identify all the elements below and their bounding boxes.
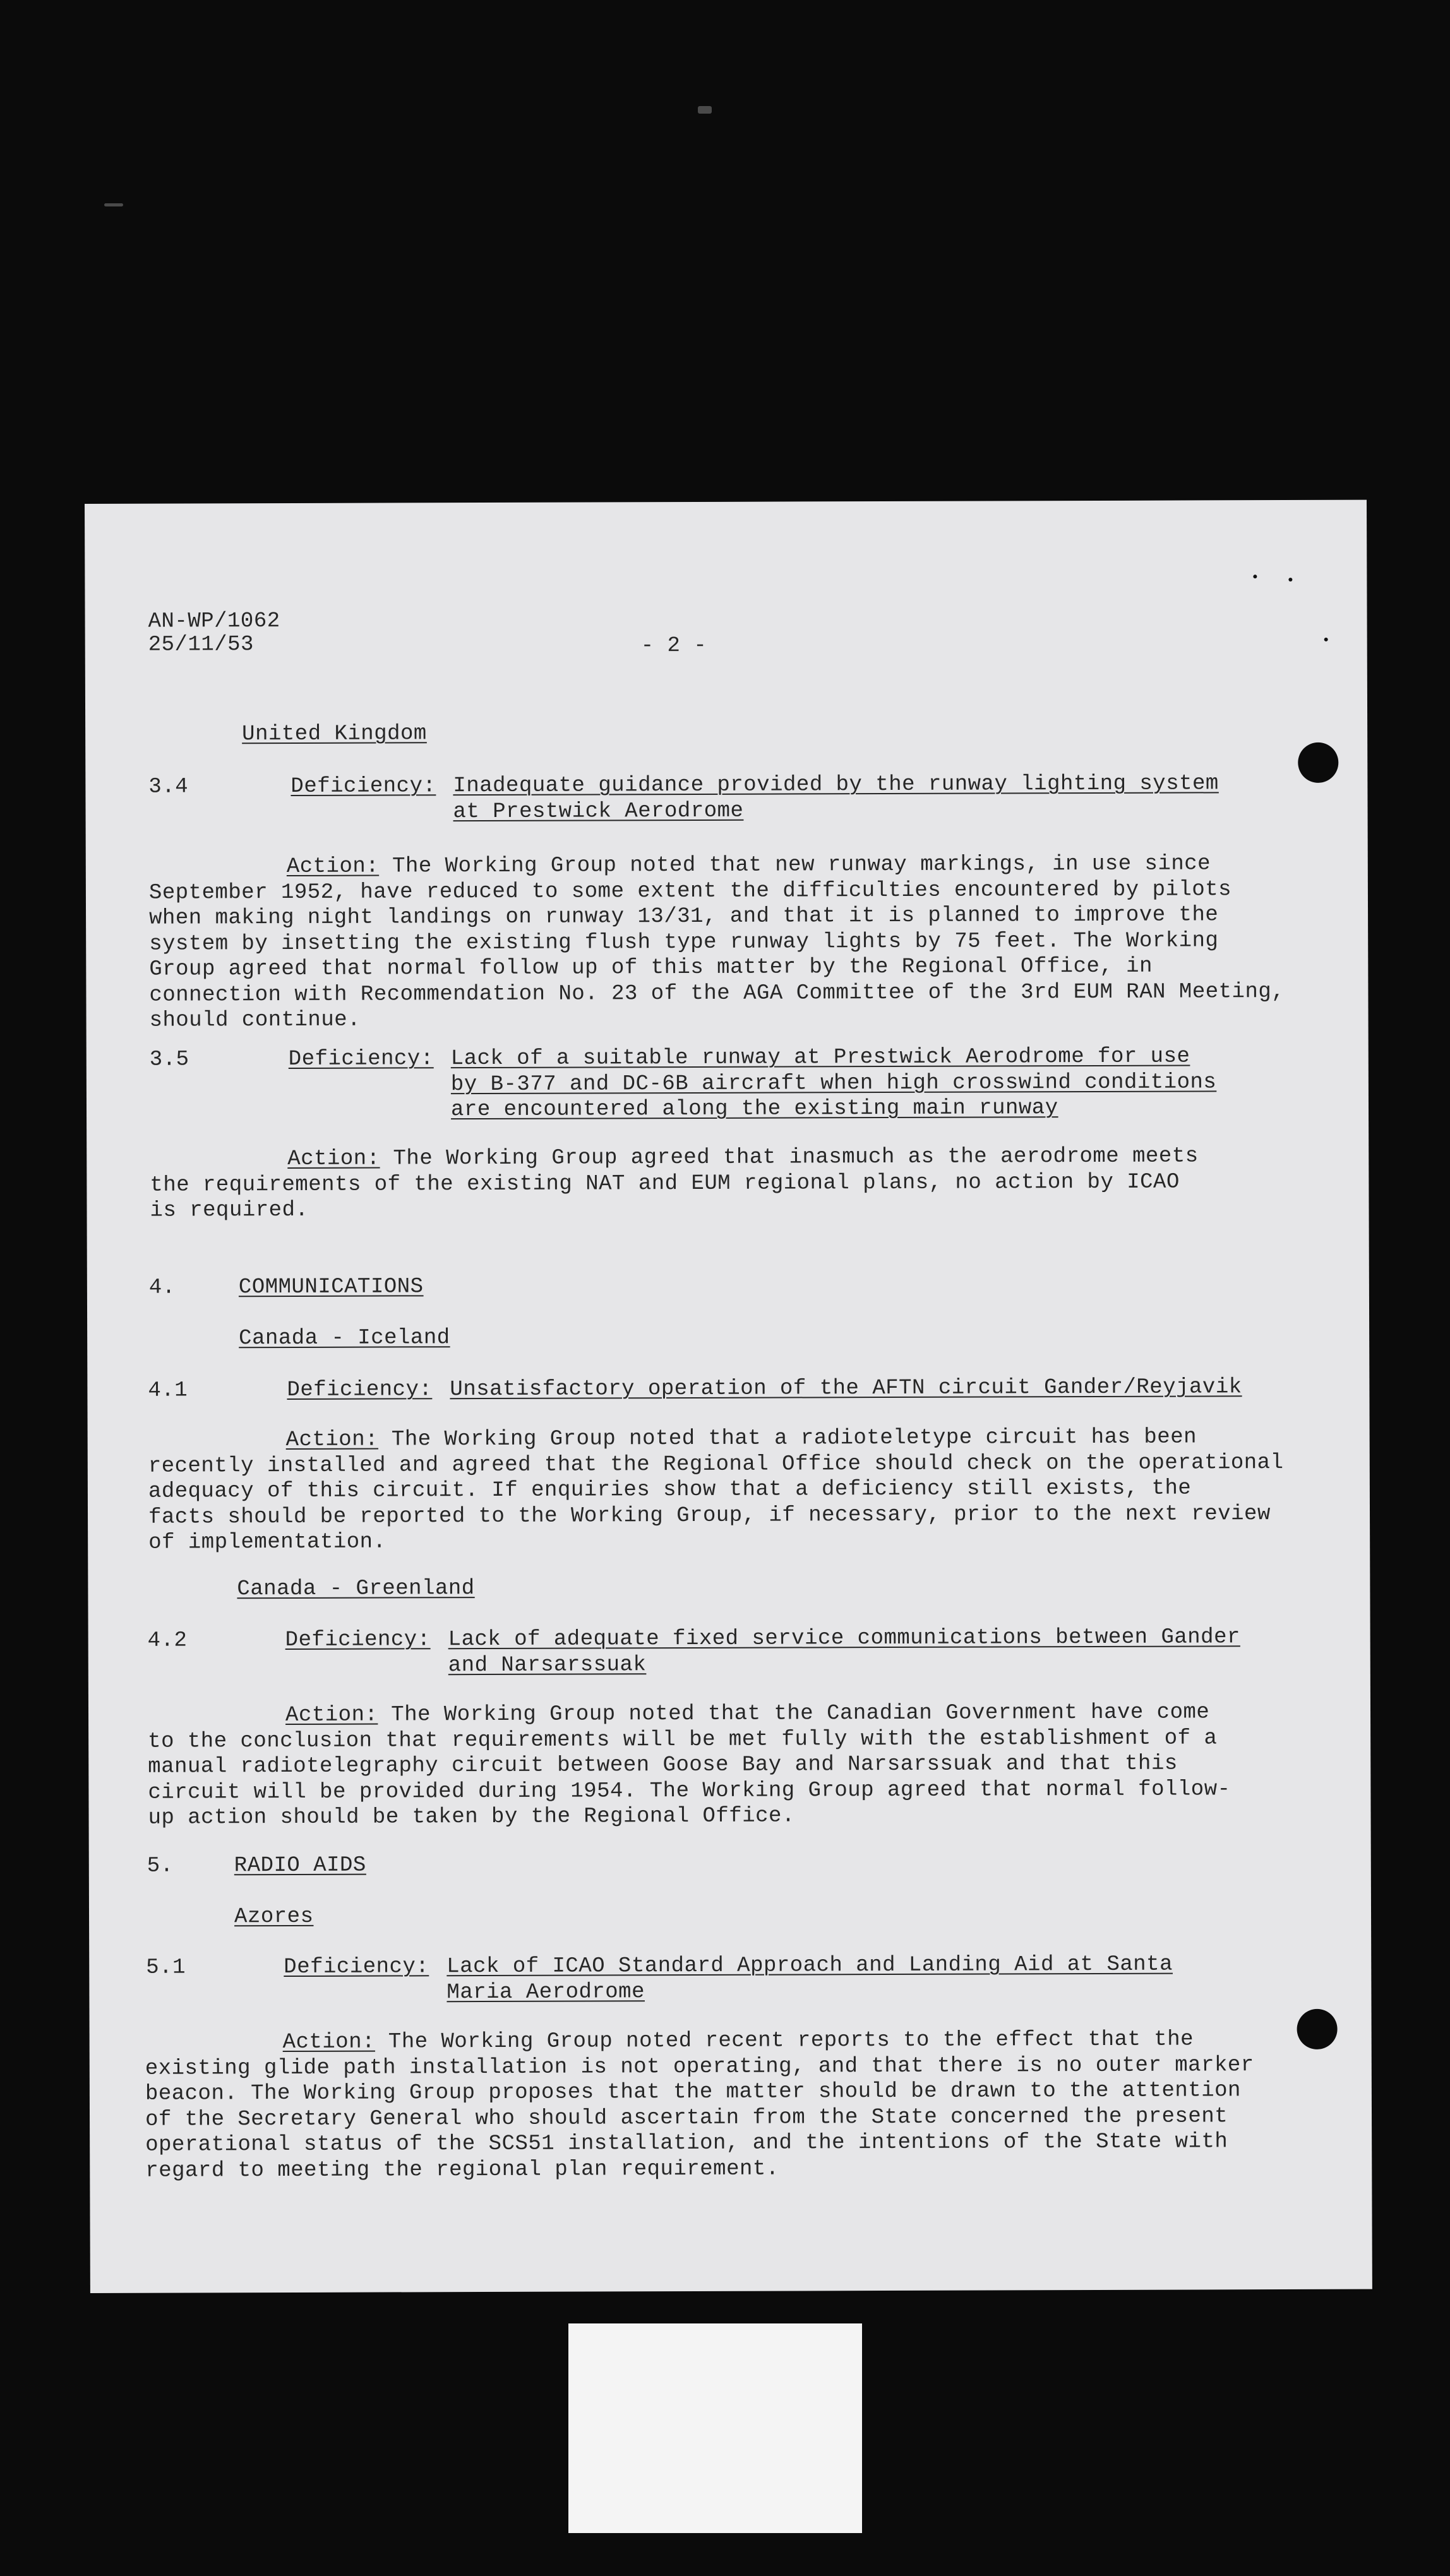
country-heading-canada-iceland: Canada - Iceland [239,1326,450,1351]
deficiency-label: Deficiency: [284,1955,429,1980]
country-heading-united-kingdom: United Kingdom [242,722,427,747]
action-line: should continue. [149,1008,361,1033]
action-line: when making night landings on runway 13/31, and that it is planned to improve the [149,903,1219,931]
action-paragraph-3-5 [150,1143,1199,1224]
action-line: Action: The Working Group noted that the Canadian Government have come [285,1700,1210,1728]
action-line: facts should be reported to the Working Group, if necessary, prior to the next review [148,1501,1271,1530]
deficiency-title-line: are encountered along the existing main runway [450,1096,1058,1123]
action-line: Action: The Working Group noted that new runway markings, in use since [286,852,1211,879]
deficiency-label: Deficiency: [288,1047,434,1071]
deficiency-title-line: Lack of adequate fixed service communications between Gander [448,1625,1240,1652]
deficiency-title-line: Unsatisfactory operation of the AFTN circuit Gander/Reyjavik [450,1375,1242,1402]
deficiency-title-line: Maria Aerodrome [446,1979,645,2005]
page-number: - 2 - [640,633,707,659]
section-title-communications: COMMUNICATIONS [238,1275,424,1300]
punch-hole [1298,742,1338,783]
action-paragraph-4-1 [148,1424,1284,1556]
deficiency-title-line: at Prestwick Aerodrome [453,799,744,824]
item-number-4-1: 4.1 [148,1378,188,1403]
action-label: Action: [285,1703,378,1728]
deficiency-title-3-5 [451,1044,1217,1123]
page-mark [1288,578,1292,581]
action-line: operational status of the SCS51 installation, and the intentions of the State with [145,2130,1228,2157]
item-number-3-5: 3.5 [149,1047,189,1072]
film-speck [104,203,123,206]
deficiency-title-line: Lack of a suitable runway at Prestwick Aerodrome for use [450,1044,1190,1071]
document-reference: AN-WP/1062 [148,609,280,634]
country-heading-canada-greenland: Canada - Greenland [237,1577,475,1602]
action-line: Action: The Working Group noted recent reports to the effect that the [282,2027,1194,2055]
deficiency-title-4-2 [448,1625,1240,1678]
action-line: of implementation. [148,1530,386,1555]
action-line: circuit will be provided during 1954. The Working Group agreed that normal follow- [148,1777,1231,1805]
deficiency-title-line: Inadequate guidance provided by the runway lighting system [453,772,1219,799]
deficiency-title-5-1 [446,1952,1173,2006]
action-paragraph-3-4 [149,851,1285,1034]
action-label: Action: [285,1428,379,1453]
item-number-5-1: 5.1 [146,1955,186,1980]
action-line: of the Secretary General who should ascertain from the State concerned the present [145,2104,1228,2132]
action-paragraph-4-2 [148,1700,1231,1831]
deficiency-title-4-1 [450,1374,1242,1402]
action-line: Group agreed that normal follow up of this matter by the Regional Office, in [149,954,1153,982]
section-title-radio-aids: RADIO AIDS [234,1853,366,1878]
action-label: Action: [282,2030,376,2055]
action-label: Action: [287,1147,380,1171]
action-line: to the conclusion that requirements will be met fully with the establishment of a [148,1726,1218,1754]
deficiency-title-3-4 [453,771,1219,825]
film-speck [698,106,712,114]
item-number-4-2: 4.2 [147,1628,188,1653]
section-number-4: 4. [148,1275,176,1300]
action-line: existing glide path installation is not operating, and that there is no outer marker [145,2053,1254,2081]
action-line: September 1952, have reduced to some extent the difficulties encountered by pilots [148,877,1232,905]
action-line: manual radiotelegraphy circuit between Goose Bay and Narsarssuak and that this [148,1751,1178,1779]
deficiency-title-line: Lack of ICAO Standard Approach and Landing Aid at Santa [446,1952,1173,1979]
document-date: 25/11/53 [148,633,254,657]
action-line: recently installed and agreed that the Regional Office should check on the operational [148,1450,1284,1479]
action-line: the requirements of the existing NAT and EUM regional plans, no action by ICAO [150,1170,1180,1198]
action-line: connection with Recommendation No. 23 of the AGA Committee of the 3rd EUM RAN Meeting, [149,979,1285,1008]
target-card [568,2323,862,2533]
page-mark [1253,575,1257,578]
action-line: Action: The Working Group agreed that inasmuch as the aerodrome meets [287,1144,1199,1171]
action-paragraph-5-1 [145,2027,1255,2184]
section-number-5: 5. [147,1854,174,1878]
item-number-3-4: 3.4 [148,775,189,799]
deficiency-label: Deficiency: [285,1628,431,1653]
punch-hole [1297,2009,1337,2049]
document-page [85,500,1372,2293]
action-line: regard to meeting the regional plan requirement. [145,2157,779,2183]
deficiency-title-line: by B-377 and DC-6B aircraft when high crosswind conditions [450,1070,1217,1097]
country-heading-azores: Azores [234,1904,314,1929]
action-line: Action: The Working Group noted that a radioteletype circuit has been [285,1425,1197,1453]
page-mark [1324,638,1328,641]
deficiency-label: Deficiency: [291,774,436,799]
action-line: system by insetting the existing flush type runway lights by 75 feet. The Working [149,928,1219,957]
action-line: up action should be taken by the Regional Office. [148,1804,795,1830]
action-label: Action: [286,854,380,879]
action-line: beacon. The Working Group proposes that the matter should be drawn to the attention [145,2078,1241,2106]
deficiency-title-line: and Narsarssuak [448,1652,647,1678]
deficiency-label: Deficiency: [287,1378,433,1403]
action-line: is required. [150,1198,309,1223]
action-line: adequacy of this circuit. If enquiries show that a deficiency still exists, the [148,1476,1192,1504]
